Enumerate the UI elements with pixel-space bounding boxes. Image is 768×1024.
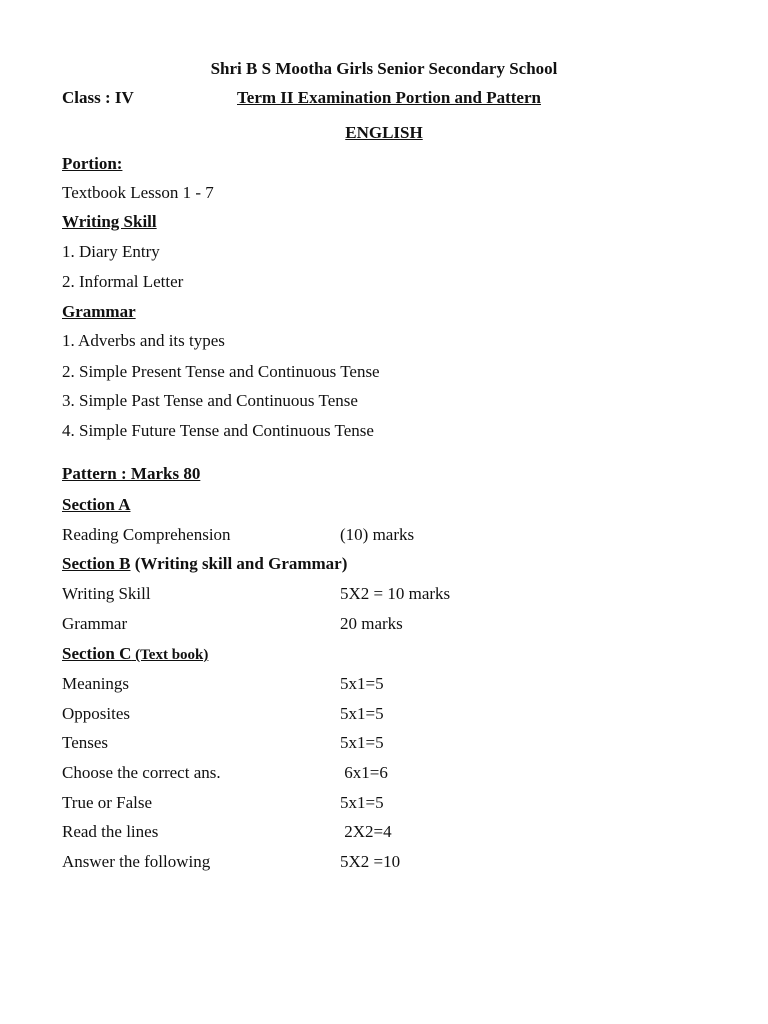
row-label: Answer the following — [62, 852, 211, 871]
textbook-lessons: Textbook Lesson 1 - 7 — [62, 183, 214, 202]
grammar-heading: Grammar — [62, 302, 136, 321]
section-c-row — [62, 793, 722, 813]
section-b-heading: Section B — [62, 554, 131, 573]
grammar-item: 2. Simple Present Tense and Continuous Tense — [62, 362, 380, 381]
section-c-row — [62, 674, 722, 694]
school-name: Shri B S Mootha Girls Senior Secondary School — [210, 59, 558, 78]
grammar-item: 1. Adverbs and its types — [62, 331, 225, 350]
row-label: Choose the correct ans. — [62, 763, 221, 782]
row-marks: 5x1=5 — [340, 793, 384, 812]
row-label: Grammar — [62, 614, 128, 633]
writing-item: 2. Informal Letter — [62, 272, 184, 291]
row-marks: 2X2=4 — [340, 822, 392, 841]
row-label: Writing Skill — [62, 584, 151, 603]
grammar-item: 4. Simple Future Tense and Continuous Tense — [62, 421, 374, 440]
section-c-row — [62, 704, 722, 724]
section-b-heading-line — [62, 554, 347, 574]
row-label: True or False — [62, 793, 153, 812]
row-label: Tenses — [62, 733, 109, 752]
grammar-item: 3. Simple Past Tense and Continuous Tense — [62, 391, 358, 410]
row-marks: 5X2 =10 — [340, 852, 401, 871]
row-label: Read the lines — [62, 822, 159, 841]
section-b-row — [62, 614, 722, 634]
class-label: Class : IV — [62, 88, 134, 107]
row-label: Opposites — [62, 704, 130, 723]
exam-title: Term II Examination Portion and Pattern — [237, 88, 541, 107]
section-c-row — [62, 763, 722, 783]
row-label: Meanings — [62, 674, 130, 693]
row-marks: (10) marks — [340, 525, 415, 544]
section-a-row — [62, 525, 722, 545]
row-marks: 5X2 = 10 marks — [340, 584, 451, 603]
pattern-heading: Pattern : Marks 80 — [62, 464, 201, 483]
row-marks: 5x1=5 — [340, 674, 384, 693]
writing-skill-heading: Writing Skill — [62, 212, 157, 231]
section-c-note: (Text book) — [131, 647, 209, 663]
section-c-row — [62, 822, 722, 842]
section-c-row — [62, 852, 722, 872]
subject-title: ENGLISH — [345, 123, 423, 142]
row-label: Reading Comprehension — [62, 525, 231, 544]
row-marks: 5x1=5 — [340, 733, 384, 752]
section-a-heading: Section A — [62, 495, 131, 514]
section-b-row — [62, 584, 722, 604]
section-b-note: (Writing skill and Grammar) — [130, 554, 348, 573]
row-marks: 5x1=5 — [340, 704, 384, 723]
section-c-heading: Section C — [62, 644, 132, 663]
section-c-row — [62, 733, 722, 753]
section-c-heading-line — [62, 644, 208, 665]
row-marks: 6x1=6 — [340, 763, 388, 782]
row-marks: 20 marks — [340, 614, 403, 633]
portion-heading: Portion: — [62, 154, 123, 173]
writing-item: 1. Diary Entry — [62, 242, 160, 261]
